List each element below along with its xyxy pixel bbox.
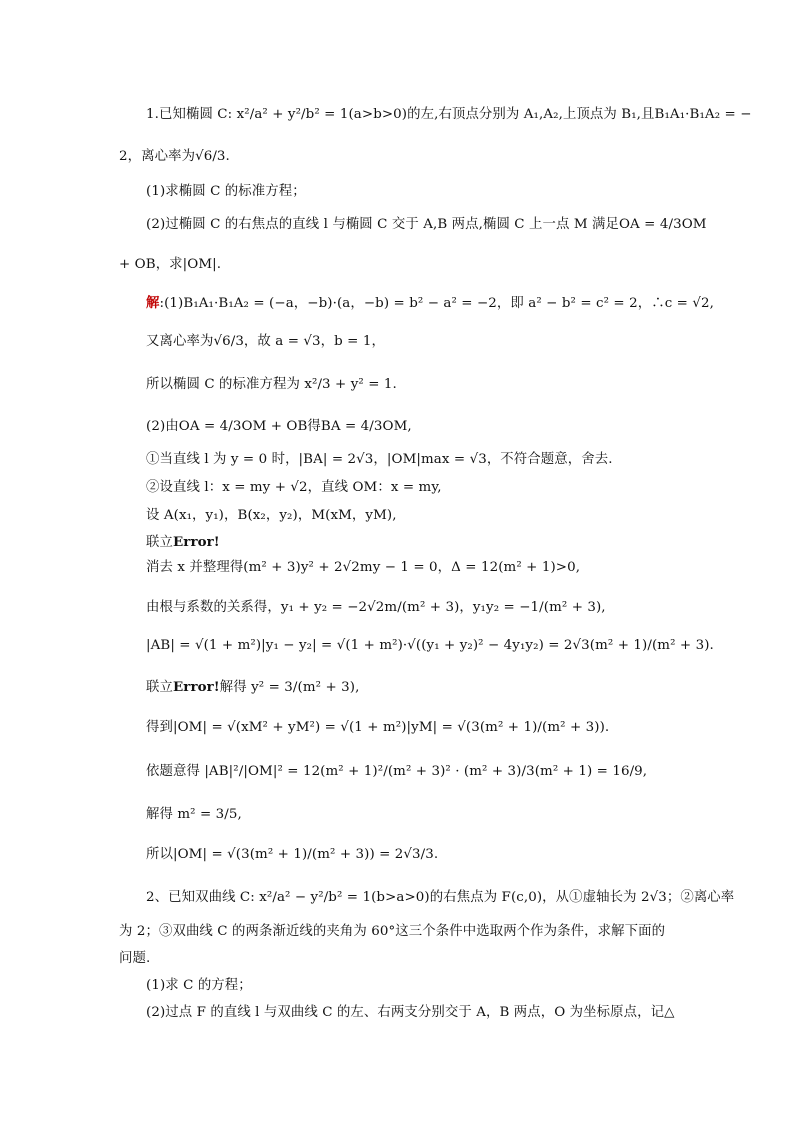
problem2-stem-line3: 问题. <box>119 951 151 966</box>
solution-line8-error: Error! <box>172 534 220 550</box>
solution-line6: ②设直线 l：x = my + √2，直线 OM：x = my, <box>146 480 442 495</box>
solution-line14: 依题意得 |AB|²/|OM|² = 12(m² + 1)²/(m² + 3)² · (m² + 3)/3(m² + 1) = 16/9, <box>146 764 648 779</box>
solution-label: 解 <box>146 295 160 311</box>
problem1-part2-line2: + OB，求|OM|. <box>119 257 222 272</box>
solution-line12-prefix: 联立 <box>146 680 173 695</box>
problem1-stem-line1: 1.已知椭圆 C: x²/a² + y²/b² = 1(a>b>0)的左,右顶点分别为 A₁,A₂,上顶点为 B₁,且B₁A₁·B₁A₂ = − <box>146 107 752 122</box>
solution-line12-error: Error! <box>172 679 220 695</box>
solution-line11: |AB| = √(1 + m²)|y₁ − y₂| = √(1 + m²)·√((y₁ + y₂)² − 4y₁y₂) = 2√3(m² + 1)/(m² + 3). <box>146 638 714 653</box>
solution-line12 <box>146 678 359 697</box>
problem1-part1: (1)求椭圆 C 的标准方程； <box>146 184 306 199</box>
solution-line10: 由根与系数的关系得，y₁ + y₂ = −2√2m/(m² + 3)，y₁y₂ = −1/(m² + 3), <box>146 600 606 615</box>
solution-line1 <box>146 294 714 313</box>
solution-line3: 所以椭圆 C 的标准方程为 x²/3 + y² = 1. <box>146 377 397 392</box>
solution-line15: 解得 m² = 3/5, <box>146 807 242 822</box>
solution-line4: (2)由OA = 4/3OM + OB得BA = 4/3OM, <box>146 419 412 434</box>
problem1-stem-line2: 2，离心率为√6/3. <box>119 149 230 164</box>
solution-line13: 得到|OM| = √(xM² + yM²) = √(1 + m²)|yM| = √(3(m² + 1)/(m² + 3)). <box>146 720 610 735</box>
solution-line1-text: :(1)B₁A₁·B₁A₂ = (−a，−b)·(a，−b) = b² − a² = −2，即 a² − b² = c² = 2，∴c = √2, <box>159 296 714 311</box>
problem2-part2-line1: (2)过点 F 的直线 l 与双曲线 C 的左、右两支分别交于 A，B 两点，O 为坐标原点，记△ <box>146 1005 675 1020</box>
problem2-part1: (1)求 C 的方程； <box>146 978 252 993</box>
problem1-part2-line1: (2)过椭圆 C 的右焦点的直线 l 与椭圆 C 交于 A,B 两点,椭圆 C 上一点 M 满足OA = 4/3OM <box>146 217 707 232</box>
problem2-stem-line2: 为 2；③双曲线 C 的两条渐近线的夹角为 60°这三个条件中选取两个作为条件，求解下面的 <box>119 924 666 939</box>
problem2-stem-line1: 2、已知双曲线 C: x²/a² − y²/b² = 1(b>a>0)的右焦点为 F(c,0)，从①虚轴长为 2√3；②离心率 <box>146 890 735 905</box>
solution-line9: 消去 x 并整理得(m² + 3)y² + 2√2my − 1 = 0，Δ = 12(m² + 1)>0, <box>146 560 581 575</box>
solution-line12-rest: 解得 y² = 3/(m² + 3), <box>219 680 360 695</box>
solution-line2: 又离心率为√6/3，故 a = √3，b = 1， <box>146 334 385 349</box>
solution-line8-prefix: 联立 <box>146 535 173 550</box>
solution-line16: 所以|OM| = √(3(m² + 1)/(m² + 3)) = 2√3/3. <box>146 847 439 862</box>
solution-line5: ①当直线 l 为 y = 0 时，|BA| = 2√3，|OM|max = √3，不符合题意，舍去. <box>146 452 613 467</box>
solution-line8 <box>146 533 220 552</box>
solution-line7: 设 A(x₁，y₁)，B(x₂，y₂)，M(xM，yM), <box>146 508 397 523</box>
